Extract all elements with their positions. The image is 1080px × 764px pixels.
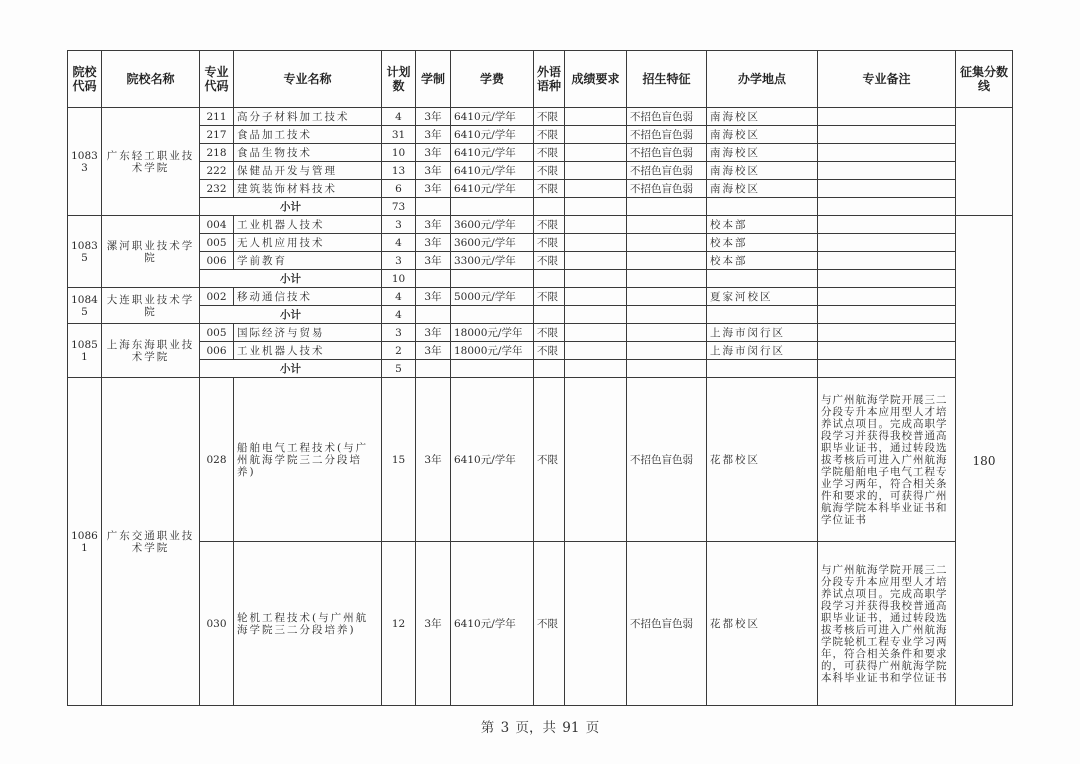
table-row: [68, 342, 1013, 360]
table-row: [68, 288, 1013, 306]
major-name: 移动通信技术: [234, 288, 382, 306]
major-name: 国际经济与贸易: [234, 324, 382, 342]
plan-count: 12: [382, 542, 416, 706]
major-name: 食品加工技术: [234, 126, 382, 144]
major-name: 学前教育: [234, 252, 382, 270]
subtotal-value: 5: [382, 360, 416, 378]
campus: 上海市闵行区: [707, 342, 818, 360]
major-code: 006: [200, 252, 234, 270]
admission-feature: [627, 288, 707, 306]
major-code: 217: [200, 126, 234, 144]
table-row: [68, 252, 1013, 270]
campus: 花都校区: [707, 542, 818, 706]
plan-count: 2: [382, 342, 416, 360]
major-code: 002: [200, 288, 234, 306]
score-requirement: [565, 288, 627, 306]
score-requirement: [565, 324, 627, 342]
major-note: [818, 108, 956, 126]
duration: 3年: [416, 216, 451, 234]
header-duration: 学制: [416, 51, 451, 108]
plan-count: 4: [382, 108, 416, 126]
school-code-cell: 1086 1: [68, 378, 102, 706]
foreign-language: 不限: [534, 252, 565, 270]
shared-cutoff-score: 180: [956, 216, 1013, 706]
foreign-language: 不限: [534, 324, 565, 342]
major-code: 232: [200, 180, 234, 198]
header-major-code: 专业代码: [200, 51, 234, 108]
header-school-name: 院校名称: [102, 51, 200, 108]
tuition: 6410元/学年: [451, 542, 534, 706]
plan-count: 3: [382, 252, 416, 270]
score-requirement: [565, 126, 627, 144]
foreign-language: 不限: [534, 180, 565, 198]
school-code-cell: 1084 5: [68, 288, 102, 324]
major-name: 轮机工程技术(与广州航海学院三二分段培养): [234, 542, 382, 706]
table-row: [68, 216, 1013, 234]
campus: 南海校区: [707, 162, 818, 180]
major-note: [818, 126, 956, 144]
foreign-language: 不限: [534, 234, 565, 252]
school-code-cell: 1085 1: [68, 324, 102, 378]
campus: 校本部: [707, 216, 818, 234]
school-name-cell: 漯河职业技术学院: [102, 216, 200, 288]
plan-count: 6: [382, 180, 416, 198]
duration: 3年: [416, 108, 451, 126]
major-code: 028: [200, 378, 234, 542]
plan-count: 3: [382, 324, 416, 342]
tuition: 6410元/学年: [451, 144, 534, 162]
major-note: [818, 144, 956, 162]
duration: 3年: [416, 126, 451, 144]
foreign-language: 不限: [534, 108, 565, 126]
admission-feature: 不招色盲色弱: [627, 144, 707, 162]
tuition: 6410元/学年: [451, 126, 534, 144]
header-major-name: 专业名称: [234, 51, 382, 108]
duration: 3年: [416, 252, 451, 270]
score-requirement: [565, 342, 627, 360]
score-requirement: [565, 542, 627, 706]
header-cutoff-score: 征集分数线: [956, 51, 1013, 108]
score-requirement: [565, 180, 627, 198]
duration: 3年: [416, 378, 451, 542]
campus: 校本部: [707, 234, 818, 252]
header-major-note: 专业备注: [818, 51, 956, 108]
subtotal-label: 小计: [200, 270, 382, 288]
admission-feature: 不招色盲色弱: [627, 542, 707, 706]
admission-feature: [627, 234, 707, 252]
admission-feature: [627, 252, 707, 270]
table-row: [68, 180, 1013, 198]
subtotal-value: 10: [382, 270, 416, 288]
plan-count: 13: [382, 162, 416, 180]
score-requirement: [565, 108, 627, 126]
major-code: 222: [200, 162, 234, 180]
major-name: 工业机器人技术: [234, 342, 382, 360]
admission-feature: 不招色盲色弱: [627, 126, 707, 144]
header-row: [68, 51, 1013, 108]
foreign-language: 不限: [534, 144, 565, 162]
table-row: [68, 324, 1013, 342]
major-note: 与广州航海学院开展三二分段专升本应用型人才培养试点项目。完成高职学段学习并获得我校普通高职毕业证书，通过转段选拔考核后可进入广州航海学院轮机工程专业学习两年，符合相关条件和要求的，可获得广州航海学院本科毕业证书和学位证书: [818, 542, 956, 706]
plan-count: 15: [382, 378, 416, 542]
cutoff-score-cell: [956, 108, 1013, 216]
major-name: 工业机器人技术: [234, 216, 382, 234]
duration: 3年: [416, 342, 451, 360]
major-note: 与广州航海学院开展三二分段专升本应用型人才培养试点项目。完成高职学段学习并获得我校普通高职毕业证书，通过转段选拔考核后可进入广州航海学院船舶电子电气工程专业学习两年，符合相关条件和要求的，可获得广州航海学院本科毕业证书和学位证书: [818, 378, 956, 542]
foreign-language: 不限: [534, 542, 565, 706]
school-name-cell: 广东交通职业技术学院: [102, 378, 200, 706]
tuition: 3600元/学年: [451, 234, 534, 252]
table-row: [68, 144, 1013, 162]
campus: 夏家河校区: [707, 288, 818, 306]
major-name: 保健品开发与管理: [234, 162, 382, 180]
foreign-language: 不限: [534, 378, 565, 542]
table-row: [68, 234, 1013, 252]
plan-count: 10: [382, 144, 416, 162]
major-note: [818, 342, 956, 360]
admission-feature: 不招色盲色弱: [627, 180, 707, 198]
table-row: [68, 108, 1013, 126]
campus: 南海校区: [707, 126, 818, 144]
major-note: [818, 180, 956, 198]
table-row: [68, 378, 1013, 542]
foreign-language: 不限: [534, 288, 565, 306]
tuition: 6410元/学年: [451, 378, 534, 542]
score-requirement: [565, 144, 627, 162]
duration: 3年: [416, 234, 451, 252]
admission-feature: [627, 324, 707, 342]
subtotal-row: [68, 198, 1013, 216]
major-code: 030: [200, 542, 234, 706]
tuition: 6410元/学年: [451, 108, 534, 126]
tuition: 18000元/学年: [451, 342, 534, 360]
major-code: 218: [200, 144, 234, 162]
school-name-cell: 上海东海职业技术学院: [102, 324, 200, 378]
major-code: 006: [200, 342, 234, 360]
tuition: 3300元/学年: [451, 252, 534, 270]
plan-count: 4: [382, 234, 416, 252]
subtotal-value: 73: [382, 198, 416, 216]
major-name: 食品生物技术: [234, 144, 382, 162]
duration: 3年: [416, 162, 451, 180]
foreign-language: 不限: [534, 342, 565, 360]
foreign-language: 不限: [534, 162, 565, 180]
major-note: [818, 252, 956, 270]
header-admission-feature: 招生特征: [627, 51, 707, 108]
major-note: [818, 216, 956, 234]
major-note: [818, 324, 956, 342]
plan-count: 3: [382, 216, 416, 234]
subtotal-label: 小计: [200, 306, 382, 324]
major-name: 建筑装饰材料技术: [234, 180, 382, 198]
table-row: [68, 126, 1013, 144]
duration: 3年: [416, 324, 451, 342]
subtotal-label: 小计: [200, 198, 382, 216]
table-row: [68, 162, 1013, 180]
tuition: 18000元/学年: [451, 324, 534, 342]
campus: 南海校区: [707, 180, 818, 198]
header-foreign-language: 外语语种: [534, 51, 565, 108]
admission-feature: 不招色盲色弱: [627, 378, 707, 542]
plan-count: 31: [382, 126, 416, 144]
page-number-footer: 第 3 页，共 91 页: [480, 720, 600, 736]
campus: 南海校区: [707, 144, 818, 162]
score-requirement: [565, 252, 627, 270]
campus: 校本部: [707, 252, 818, 270]
score-requirement: [565, 162, 627, 180]
tuition: 6410元/学年: [451, 180, 534, 198]
header-campus: 办学地点: [707, 51, 818, 108]
duration: 3年: [416, 288, 451, 306]
duration: 3年: [416, 180, 451, 198]
foreign-language: 不限: [534, 216, 565, 234]
campus: 上海市闵行区: [707, 324, 818, 342]
school-code-cell: 1083 3: [68, 108, 102, 216]
school-name-cell: 广东轻工职业技术学院: [102, 108, 200, 216]
admission-feature: 不招色盲色弱: [627, 108, 707, 126]
major-code: 005: [200, 324, 234, 342]
school-name-cell: 大连职业技术学院: [102, 288, 200, 324]
plan-count: 4: [382, 288, 416, 306]
score-requirement: [565, 234, 627, 252]
campus: 南海校区: [707, 108, 818, 126]
subtotal-row: [68, 360, 1013, 378]
score-requirement: [565, 216, 627, 234]
subtotal-value: 4: [382, 306, 416, 324]
major-code: 211: [200, 108, 234, 126]
admission-table: [67, 50, 1013, 706]
table-row: [68, 542, 1013, 706]
admission-feature: [627, 342, 707, 360]
admission-feature: 不招色盲色弱: [627, 162, 707, 180]
header-score-requirement: 成绩要求: [565, 51, 627, 108]
tuition: 5000元/学年: [451, 288, 534, 306]
major-name: 高分子材料加工技术: [234, 108, 382, 126]
duration: 3年: [416, 144, 451, 162]
major-name: 无人机应用技术: [234, 234, 382, 252]
major-code: 005: [200, 234, 234, 252]
duration: 3年: [416, 542, 451, 706]
header-tuition: 学费: [451, 51, 534, 108]
major-note: [818, 162, 956, 180]
score-requirement: [565, 378, 627, 542]
major-name: 船舶电气工程技术(与广州航海学院三二分段培养): [234, 378, 382, 542]
admission-feature: [627, 216, 707, 234]
major-note: [818, 234, 956, 252]
school-code-cell: 1083 5: [68, 216, 102, 288]
tuition: 3600元/学年: [451, 216, 534, 234]
major-code: 004: [200, 216, 234, 234]
campus: 花都校区: [707, 378, 818, 542]
tuition: 6410元/学年: [451, 162, 534, 180]
subtotal-row: [68, 306, 1013, 324]
header-plan-count: 计划数: [382, 51, 416, 108]
major-note: [818, 288, 956, 306]
header-school-code: 院校代码: [68, 51, 102, 108]
subtotal-row: [68, 270, 1013, 288]
foreign-language: 不限: [534, 126, 565, 144]
subtotal-label: 小计: [200, 360, 382, 378]
